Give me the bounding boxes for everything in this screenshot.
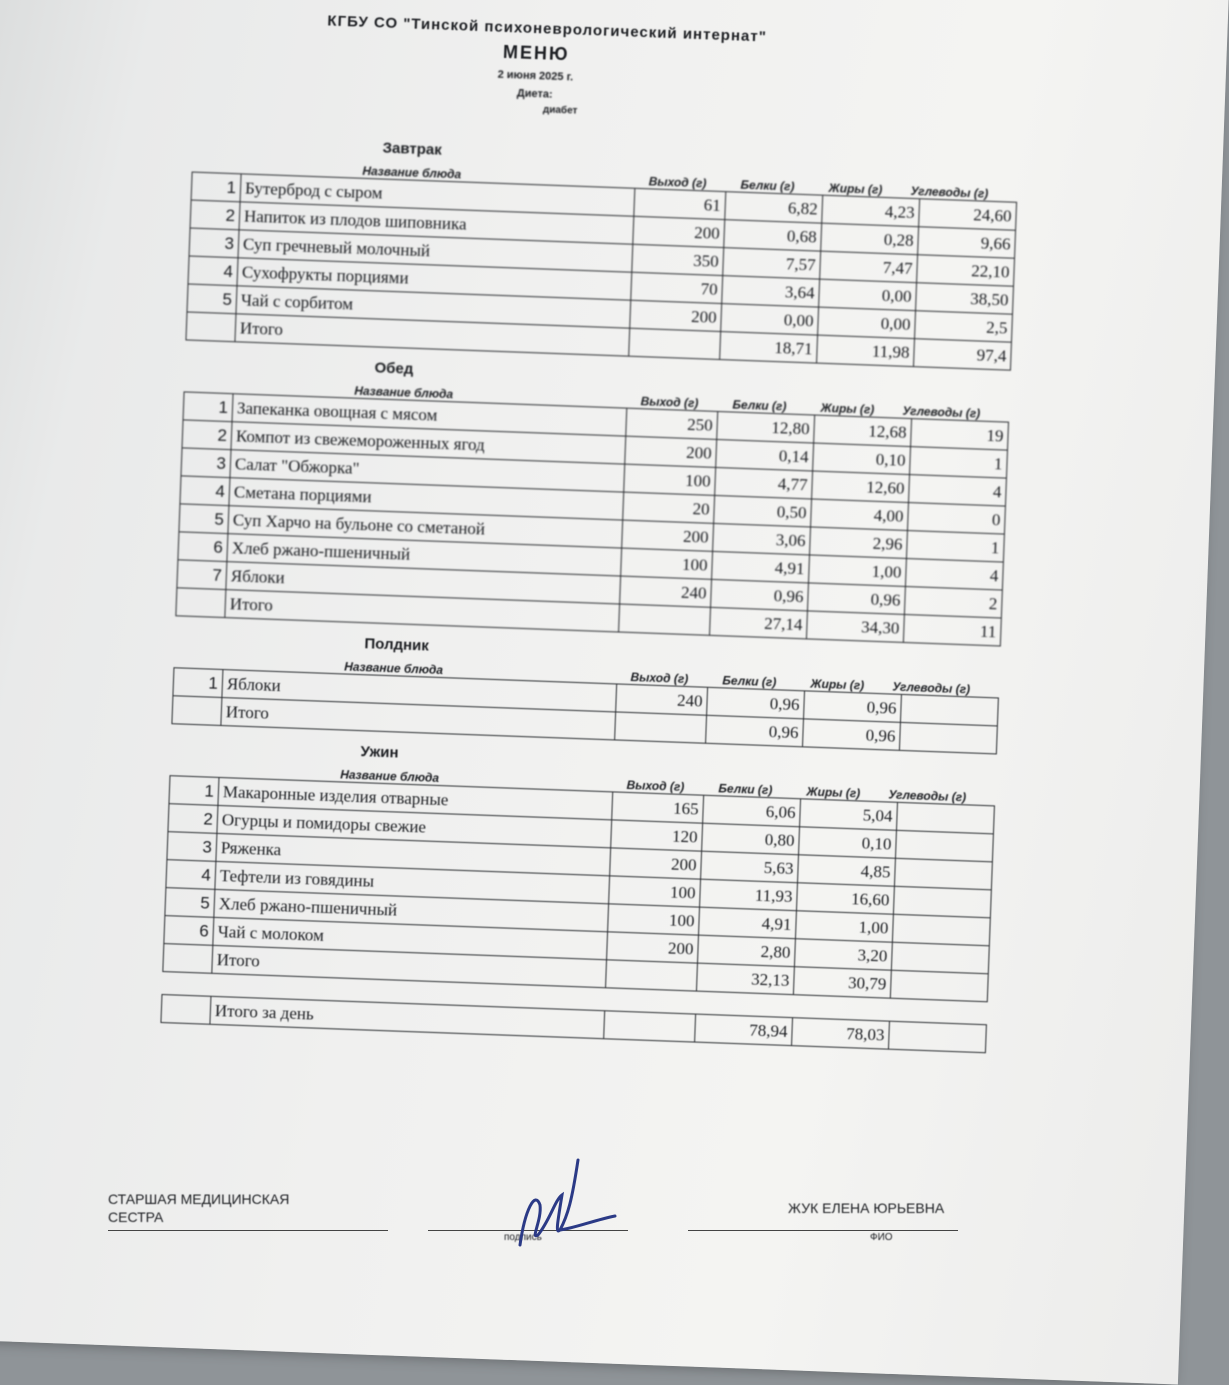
signature-block	[108, 1190, 958, 1280]
organization-name: КГБУ СО "Тинской психоневрологический интернат"	[327, 12, 768, 46]
column-header-protein: Белки (г)	[718, 781, 773, 798]
document-header	[194, 0, 1018, 133]
column-header-output: Выход (г)	[648, 174, 707, 191]
row-number-empty	[163, 944, 213, 974]
output-grams: 100	[609, 876, 701, 907]
dish-name: Ряженка	[216, 833, 611, 875]
person-name: ЖУК ЕЛЕНА ЮРЬЕВНА	[788, 1200, 945, 1216]
fat-value: 7,47	[820, 251, 918, 283]
row-number: 2	[190, 200, 240, 230]
carbs-value: 2	[904, 586, 1002, 618]
output-grams: 70	[631, 272, 723, 303]
fat-value: 1,00	[795, 911, 893, 943]
fat-value: 0,28	[821, 223, 919, 255]
column-header-name: Название блюда	[362, 163, 462, 182]
protein-value: 6,82	[725, 192, 823, 224]
output-grams: 200	[610, 848, 702, 879]
output-grams: 200	[630, 300, 722, 331]
fat-value: 12,60	[812, 471, 910, 503]
protein-value: 7,57	[723, 248, 821, 280]
row-number: 4	[180, 476, 230, 506]
dish-name: Сухофрукты порциями	[237, 258, 632, 300]
output-grams: 240	[616, 684, 708, 715]
column-header-fat: Жиры (г)	[828, 180, 883, 197]
protein-value: 11,93	[700, 879, 798, 911]
output-grams: 61	[634, 188, 726, 219]
row-number: 2	[168, 804, 218, 834]
fat-value: 0,96	[807, 583, 905, 615]
column-header-fat: Жиры (г)	[810, 676, 865, 693]
row-number-empty	[172, 696, 222, 726]
carbs-value	[894, 858, 992, 890]
protein-value: 12,80	[717, 411, 815, 443]
column-header-protein: Белки (г)	[732, 397, 787, 414]
row-number-empty	[176, 588, 226, 618]
fat-value: 0,00	[819, 279, 917, 311]
row-number: 3	[167, 832, 217, 862]
output-grams: 350	[632, 244, 724, 275]
meal-table	[175, 391, 1009, 646]
dish-name: Огурцы и помидоры свежие	[217, 805, 612, 847]
column-header-carbs: Углеводы (г)	[902, 403, 981, 421]
carbs-value	[891, 942, 989, 974]
row-number: 3	[189, 228, 239, 258]
row-number: 4	[166, 860, 216, 890]
row-number: 3	[181, 448, 231, 478]
carbs-value: 22,10	[917, 255, 1015, 287]
dish-name: Макаронные изделия отварные	[218, 777, 613, 819]
meal-section	[175, 352, 1184, 652]
total-label: Итого	[225, 590, 620, 632]
dish-name: Чай с сорбитом	[236, 286, 631, 328]
fat-value: 4,00	[811, 499, 909, 531]
total-label: Итого	[221, 698, 616, 740]
meal-section	[162, 736, 1170, 1008]
output-grams: 100	[621, 548, 713, 579]
column-header-carbs: Углеводы (г)	[888, 787, 967, 805]
fat-value: 16,60	[796, 883, 894, 915]
protein-value: 5,63	[701, 851, 799, 883]
fat-value: 3,20	[794, 939, 892, 971]
day-total-carbs	[888, 1021, 986, 1053]
carbs-value: 38,50	[916, 283, 1014, 315]
column-header-output: Выход (г)	[630, 669, 689, 687]
protein-value: 0,14	[716, 439, 814, 471]
row-number: 2	[182, 420, 232, 450]
protein-value: 0,96	[707, 687, 805, 719]
carbs-value	[895, 830, 993, 862]
dish-name: Бутерброд с сыром	[240, 174, 635, 216]
output-grams: 165	[612, 792, 704, 823]
carbs-value	[896, 802, 994, 834]
output-empty	[604, 1011, 696, 1042]
dish-name: Яблоки	[222, 670, 617, 712]
meal-title: Обед	[374, 359, 414, 378]
menu-date: 2 июня 2025 г.	[497, 68, 574, 84]
row-number: 1	[183, 392, 233, 422]
output-empty	[606, 960, 698, 991]
total-fat: 34,30	[806, 611, 904, 643]
dish-name: Компот из свежемороженных ягод	[231, 422, 626, 464]
fat-value: 0,00	[818, 307, 916, 339]
carbs-value: 19	[911, 419, 1009, 451]
document-title: МЕНЮ	[502, 41, 570, 65]
document-content	[160, 0, 1197, 1060]
row-number: 6	[164, 916, 214, 946]
column-header-output: Выход (г)	[626, 777, 685, 795]
protein-value: 3,06	[713, 523, 811, 555]
day-total-label: Итого за день	[210, 996, 605, 1038]
output-empty	[619, 604, 711, 635]
signature-caption: подпись	[504, 1232, 542, 1243]
dish-name: Хлеб ржано-пшеничный	[227, 534, 622, 576]
protein-value: 0,00	[721, 304, 819, 336]
protein-value: 3,64	[722, 276, 820, 308]
role-label: СТАРШАЯ МЕДИЦИНСКАЯ СЕСТРА	[108, 1191, 290, 1225]
carbs-value	[893, 886, 991, 918]
dish-name: Тефтели из говядины	[215, 861, 610, 903]
person-caption: ФИО	[870, 1232, 893, 1243]
row-number: 7	[177, 560, 227, 590]
fat-value: 1,00	[808, 555, 906, 587]
output-grams: 200	[607, 932, 699, 963]
carbs-value: 4	[905, 558, 1003, 590]
protein-value: 4,77	[715, 467, 813, 499]
dish-name: Напиток из плодов шиповника	[239, 202, 634, 244]
total-fat: 30,79	[793, 967, 891, 999]
output-grams: 200	[622, 520, 714, 551]
column-header-fat: Жиры (г)	[820, 400, 875, 417]
output-grams: 240	[620, 576, 712, 607]
output-empty	[629, 328, 721, 359]
output-grams: 100	[624, 464, 716, 495]
total-carbs: 11	[903, 614, 1001, 646]
protein-value: 6,06	[703, 795, 801, 827]
dish-name: Сметана порциями	[229, 478, 624, 520]
row-number: 1	[191, 172, 241, 202]
protein-value: 2,80	[697, 935, 795, 967]
row-number: 1	[173, 668, 223, 698]
row-number: 5	[187, 284, 237, 314]
fat-value: 2,96	[810, 527, 908, 559]
meal-title: Ужин	[360, 743, 399, 762]
column-header-carbs: Углеводы (г)	[910, 183, 989, 201]
output-grams: 200	[633, 216, 725, 247]
protein-value: 0,68	[724, 220, 822, 252]
handwritten-signature	[500, 1150, 620, 1260]
row-number-empty	[186, 312, 236, 342]
total-protein: 0,96	[706, 715, 804, 747]
meal-sections	[162, 133, 1192, 1009]
protein-value: 4,91	[699, 907, 797, 939]
diet-label: Диета:	[516, 87, 553, 101]
total-carbs	[890, 970, 988, 1002]
carbs-value	[900, 694, 998, 726]
total-carbs	[899, 722, 997, 754]
row-number: 6	[178, 532, 228, 562]
fat-value: 12,68	[814, 415, 912, 447]
day-total-protein: 78,94	[695, 1014, 793, 1046]
column-header-name: Название блюда	[339, 767, 440, 786]
total-carbs: 97,4	[913, 339, 1011, 371]
output-grams: 100	[608, 904, 700, 935]
row-number: 5	[165, 888, 215, 918]
meal-table	[162, 775, 995, 1002]
dish-name: Яблоки	[226, 562, 621, 604]
carbs-value: 24,60	[919, 199, 1017, 231]
carbs-value: 1	[906, 531, 1004, 563]
meal-title: Полдник	[364, 635, 430, 655]
fat-value: 0,10	[799, 827, 897, 859]
column-header-fat: Жиры (г)	[806, 784, 861, 801]
protein-value: 0,96	[711, 579, 809, 611]
carbs-value: 4	[909, 475, 1007, 507]
fat-value: 4,85	[797, 855, 895, 887]
total-protein: 27,14	[710, 607, 808, 639]
total-fat: 0,96	[802, 719, 900, 751]
output-grams: 200	[625, 436, 717, 467]
day-total-fat: 78,03	[792, 1018, 890, 1050]
meal-table	[185, 172, 1017, 371]
dish-name: Запеканка овощная с мясом	[232, 394, 627, 436]
meal-title: Завтрак	[382, 139, 443, 159]
carbs-value: 2,5	[915, 311, 1013, 343]
row-number: 5	[179, 504, 229, 534]
day-total	[160, 994, 987, 1053]
column-header-output: Выход (г)	[640, 394, 699, 411]
carbs-value: 0	[907, 503, 1005, 535]
row-number: 4	[188, 256, 238, 286]
diet-value: диабет	[542, 104, 578, 117]
carbs-value	[892, 914, 990, 946]
output-grams: 120	[611, 820, 703, 851]
row-number-empty	[161, 995, 211, 1025]
carbs-value: 9,66	[918, 227, 1016, 259]
day-total-table	[160, 994, 1160, 1060]
total-label: Итого	[212, 945, 607, 987]
dish-name: Суп гречневый молочный	[238, 230, 633, 272]
column-header-protein: Белки (г)	[740, 177, 795, 194]
column-header-name: Название блюда	[354, 383, 454, 402]
protein-value: 0,50	[714, 495, 812, 527]
row-number: 1	[169, 776, 219, 806]
total-fat: 11,98	[817, 335, 915, 367]
meal-section	[185, 133, 1192, 378]
column-header-name: Название блюда	[343, 659, 444, 678]
fat-value: 5,04	[800, 799, 898, 831]
fat-value: 4,23	[822, 195, 920, 227]
total-protein: 18,71	[720, 332, 818, 364]
output-grams: 250	[626, 408, 718, 439]
carbs-value: 1	[910, 447, 1008, 479]
output-empty	[615, 712, 707, 743]
output-grams: 20	[623, 492, 715, 523]
day-total-row	[161, 995, 986, 1053]
total-protein: 32,13	[696, 963, 794, 995]
fat-value: 0,10	[813, 443, 911, 475]
fat-value: 0,96	[804, 691, 902, 723]
dish-name: Суп Харчо на бульоне со сметаной	[228, 506, 623, 548]
protein-value: 0,80	[702, 823, 800, 855]
column-header-carbs: Углеводы (г)	[892, 679, 971, 697]
dish-name: Салат "Обжорка"	[230, 450, 625, 492]
dish-name: Чай с молоком	[213, 917, 608, 959]
column-header-protein: Белки (г)	[722, 673, 777, 690]
total-label: Итого	[235, 314, 630, 356]
dish-name: Хлеб ржано-пшеничный	[214, 889, 609, 931]
protein-value: 4,91	[712, 551, 810, 583]
